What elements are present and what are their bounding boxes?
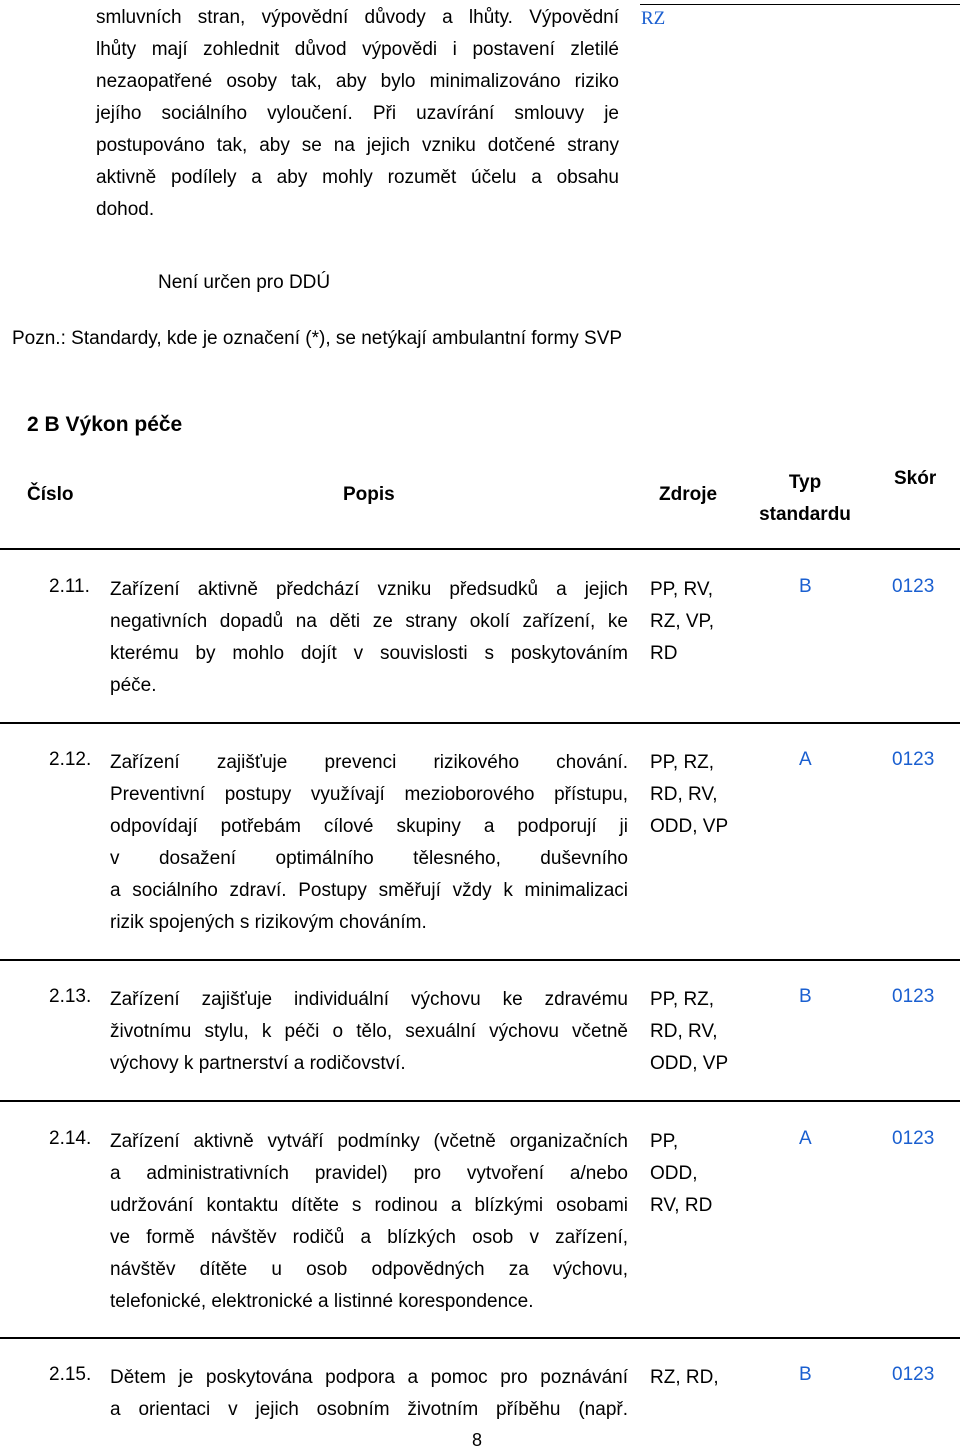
row-rule [0,722,960,724]
row-sources [650,984,728,1080]
desc-line: telefonické, elektronické a listinné korespondence. [110,1291,534,1312]
row-rule [0,1100,960,1102]
row-number: 2.13. [49,986,92,1007]
top-source: RZ [641,8,666,29]
desc-line: Zařízení zajišťuje individuální výchovu ke zdravému [110,989,628,1010]
desc-line: životnímu stylu, k péči o tělo, sexuální výchovu včetně [110,1021,628,1042]
top-rule [640,4,960,5]
row-description [110,1362,628,1426]
header-rule [0,548,960,550]
section-title: 2 B Výkon péče [27,413,183,436]
source-line: PP, RV, [650,579,714,600]
row-number: 2.15. [49,1364,92,1385]
desc-line: ve formě návštěv rodičů a blízkých osob v zařízení, [110,1227,628,1248]
desc-line: Dětem je poskytována podpora a pomoc pro poznávání [110,1367,628,1388]
desc-line: a orientaci v jejich osobním životním příběhu (např. [110,1399,628,1420]
row-score: 0123 [892,1128,935,1149]
header-cislo: Číslo [27,484,74,505]
desc-line: a administrativních pravidel) pro vytvoření a/nebo [110,1163,628,1184]
desc-line: udržování kontaktu dítěte s rodinou a blízkými osobami [110,1195,628,1216]
row-sources [650,1126,712,1222]
row-score: 0123 [892,1364,935,1385]
desc-line: a sociálního zdraví. Postupy směřují vždy k minimalizaci [110,880,628,901]
text-line: nezaopatřené osoby tak, aby bylo minimalizováno riziko [96,71,619,92]
row-number: 2.11. [49,576,90,597]
desc-line: výchovy k partnerství a rodičovství. [110,1053,406,1074]
source-line: RV, RD [650,1195,713,1216]
text-line: jejího sociálního vyloučení. Při uzavírání smlouvy je [96,103,619,124]
desc-line: Zařízení aktivně vytváří podmínky (včetně organizačních [110,1131,628,1152]
source-line: RZ, RD, [650,1367,719,1388]
source-line: RD, RV, [650,784,718,805]
not-for-note: Není určen pro DDÚ [158,272,331,293]
row-number: 2.14. [49,1128,92,1149]
text-line: aktivně podílely a aby mohly rozumět účelu a obsahu [96,167,619,188]
desc-line: Zařízení aktivně předchází vzniku předsudků a jejich [110,579,628,600]
row-description [110,984,628,1080]
desc-line: rizik spojených s rizikovým chováním. [110,912,427,933]
row-number: 2.12. [49,749,92,770]
header-skor: Skór [894,468,937,489]
row-type: A [799,749,812,770]
header-typ-line2: standardu [759,504,851,525]
text-line: dohod. [96,199,155,220]
row-score: 0123 [892,986,935,1007]
source-line: ODD, VP [650,816,729,837]
note: Pozn.: Standardy, kde je označení (*), se netýkají ambulantní formy SVP [12,328,623,349]
row-description [110,1126,628,1318]
header-zdroje: Zdroje [659,484,718,505]
row-type: B [799,986,812,1007]
desc-line: péče. [110,675,157,696]
row-type: B [799,1364,812,1385]
row-rule [0,959,960,961]
desc-line: odpovídají potřebám cílové skupiny a podporují ji [110,816,628,837]
source-line: RZ, VP, [650,611,715,632]
desc-line: negativních dopadů na děti ze strany okolí zařízení, ke [110,611,628,632]
text-line: lhůty mají zohlednit důvod výpovědi i postavení zletilé [96,39,619,60]
source-line: RD [650,643,678,664]
top-paragraph [96,2,619,226]
row-sources [650,1362,719,1394]
row-sources [650,574,714,670]
desc-line: kterému by mohlo dojít v souvislosti s poskytováním [110,643,628,664]
source-line: PP, [650,1131,679,1152]
page-number: 8 [472,1430,483,1450]
source-line: ODD, VP [650,1053,729,1074]
row-rule [0,1337,960,1339]
desc-line: návštěv dítěte u osob odpovědných za výchovu, [110,1259,628,1280]
row-type: B [799,576,812,597]
header-popis: Popis [343,484,395,505]
row-description [110,747,628,939]
row-type: A [799,1128,812,1149]
source-line: PP, RZ, [650,989,715,1010]
desc-line: Zařízení zajišťuje prevenci rizikového chování. [110,752,628,773]
desc-line: v dosažení optimálního tělesného, duševního [110,848,628,869]
source-line: RD, RV, [650,1021,718,1042]
source-line: ODD, [650,1163,698,1184]
desc-line: Preventivní postupy využívají mezioborového přístupu, [110,784,628,805]
source-line: PP, RZ, [650,752,715,773]
header-typ-line1: Typ [788,472,822,493]
row-description [110,574,628,702]
row-score: 0123 [892,749,935,770]
row-score: 0123 [892,576,935,597]
text-line: smluvních stran, výpovědní důvody a lhůty. Výpovědní [96,7,619,28]
text-line: postupováno tak, aby se na jejich vzniku dotčené strany [96,135,619,156]
header-typ [745,467,865,531]
row-sources [650,747,728,843]
